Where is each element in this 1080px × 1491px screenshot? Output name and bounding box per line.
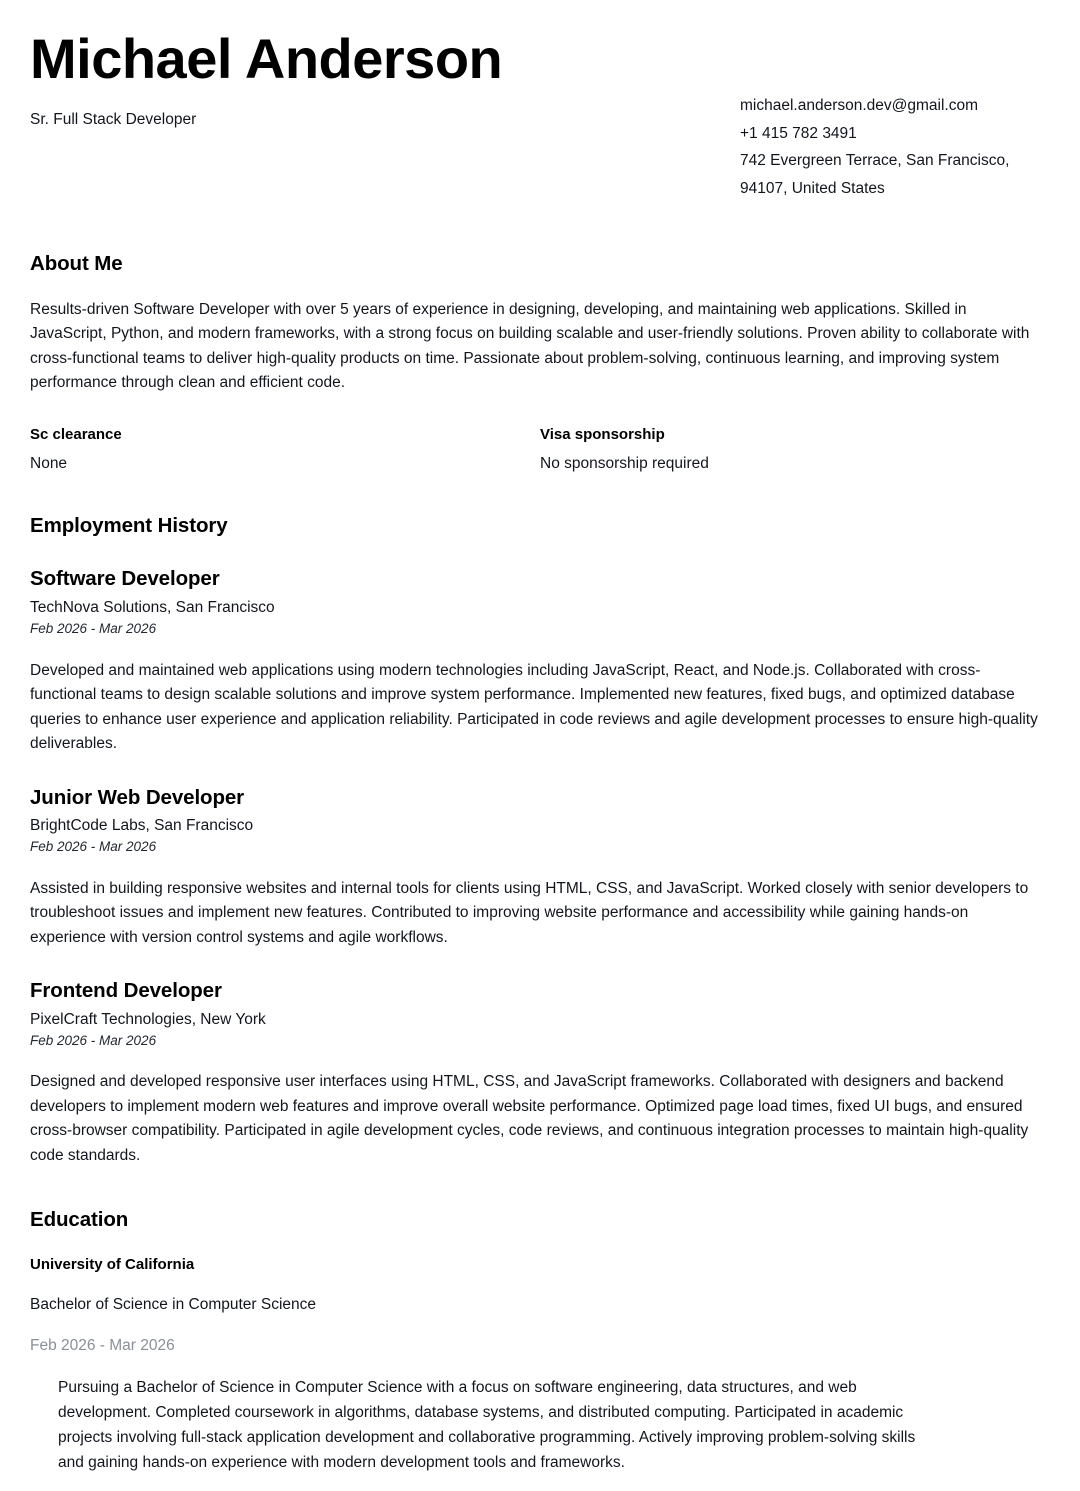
about-me-meta-row	[30, 424, 1050, 477]
employment-history-heading: Employment History	[30, 514, 228, 538]
sc-clearance-label: Sc clearance	[30, 425, 122, 443]
employment-company: PixelCraft Technologies, New York	[30, 1010, 266, 1028]
contact-phone[interactable]: +1 415 782 3491	[740, 124, 857, 142]
education-dates: Feb 2026 - Mar 2026	[30, 1337, 175, 1355]
visa-sponsorship-value: No sponsorship required	[540, 455, 709, 473]
employment-description: Designed and developed responsive user interfaces using HTML, CSS, and JavaScript frameworks. Collaborated with designers and backend developers to implement modern web features and improve overall website performance. Optimized page load times, fixed UI bugs, and ensured cross-browser compatibility. Participated in agile development cycles, code reviews, and continuous integration processes to maintain high-quality code standards.	[30, 1073, 1029, 1164]
employment-history-section	[30, 514, 1050, 1168]
employment-title: Frontend Developer	[30, 979, 222, 1003]
employment-title: Junior Web Developer	[30, 785, 245, 809]
employment-description: Assisted in building responsive websites and internal tools for clients using HTML, CSS, and JavaScript. Worked closely with senior developers to troubleshoot issues and implement new features. Contributed to improving website performance and accessibility while gaining hands-on experience with version control systems and agile workflows.	[30, 879, 1029, 946]
education-section	[30, 1208, 1050, 1475]
contact-details	[740, 92, 1050, 202]
employment-company: BrightCode Labs, San Francisco	[30, 817, 254, 835]
employment-dates: Feb 2026 - Mar 2026	[30, 838, 157, 854]
education-description: Pursuing a Bachelor of Science in Computer Science with a focus on software engineering, data structures, and web development. Completed coursework in algorithms, database systems, and distributed computing. Participated in academic projects involving full-stack application development and collaborative programming. Actively improving problem-solving skills and gaining hands-on experience with modern development tools and frameworks.	[58, 1378, 916, 1472]
about-me-heading: About Me	[30, 252, 123, 275]
about-me-section	[30, 252, 1050, 476]
contact-email[interactable]: michael.anderson.dev@gmail.com	[740, 97, 979, 114]
employment-entry	[30, 785, 1050, 951]
employment-dates: Feb 2026 - Mar 2026	[30, 620, 157, 636]
about-me-summary: Results-driven Software Developer with over 5 years of experience in designing, developing, and maintaining web applications. Skilled in JavaScript, Python, and modern frameworks, with a strong focus on building scalable and user-friendly solutions. Proven ability to collaborate with cross-functional teams to deliver high-quality products on time. Passionate about problem-solving, continuous learning, and improving system performance through clean and efficient code.	[30, 301, 1030, 392]
visa-sponsorship-field	[540, 424, 1050, 477]
visa-sponsorship-label: Visa sponsorship	[540, 425, 665, 443]
contact-address: 742 Evergreen Terrace, San Francisco, 94107, United States	[740, 152, 1010, 197]
sc-clearance-field	[30, 424, 540, 477]
employment-company: TechNova Solutions, San Francisco	[30, 599, 275, 617]
employment-description: Developed and maintained web applications using modern technologies including JavaScript, React, and Node.js. Collaborated with cross-functional teams to design scalable solutions and improve system performance. Implemented new features, fixed bugs, and optimized database queries to enhance user experience and application reliability. Participated in code reviews and agile development processes to ensure high-quality deliverables.	[30, 661, 1038, 753]
education-degree: Bachelor of Science in Computer Science	[30, 1296, 317, 1314]
candidate-name: Michael Anderson	[30, 27, 503, 90]
employment-entry	[30, 566, 1050, 756]
education-school: University of California	[30, 1256, 195, 1274]
employment-entry	[30, 978, 1050, 1168]
employment-title: Software Developer	[30, 567, 220, 591]
candidate-job-title: Sr. Full Stack Developer	[30, 110, 197, 128]
resume-header	[30, 0, 1050, 200]
employment-dates: Feb 2026 - Mar 2026	[30, 1032, 157, 1048]
education-entry	[30, 1254, 1050, 1475]
sc-clearance-value: None	[30, 455, 68, 473]
education-heading: Education	[30, 1208, 129, 1232]
